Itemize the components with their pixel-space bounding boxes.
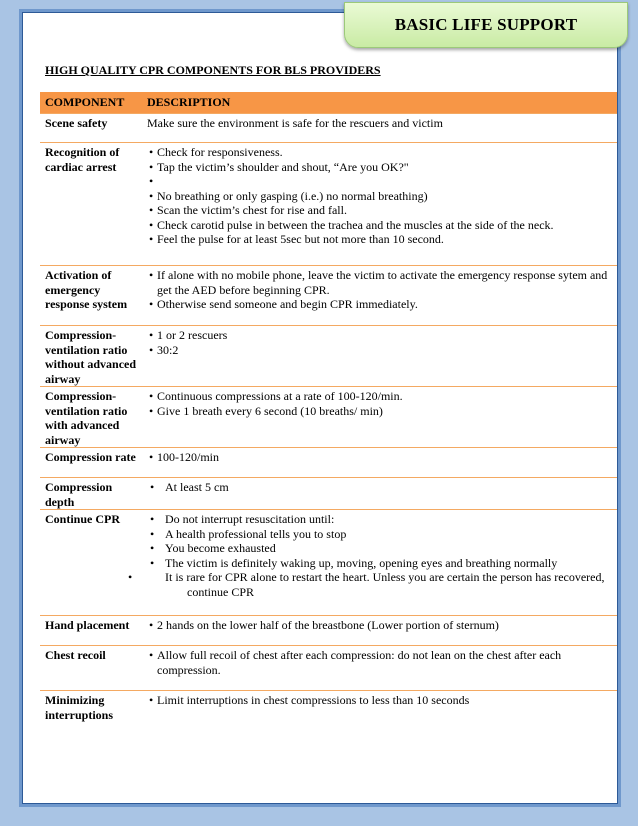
cpr-components-table [40,92,617,728]
component-cell: Scene safety [40,114,143,143]
list-item: • No breathing or only gasping (i.e.) no normal breathing) [147,189,611,204]
table-row [40,143,617,266]
table-row [40,510,617,616]
description-cell [143,646,617,691]
list-item: • Give 1 breath every 6 second (10 breaths/ min) [147,404,611,419]
list-item: • Do not interrupt resuscitation until: [147,512,611,527]
list-item: • Feel the pulse for at least 5sec but not more than 10 second. [147,232,611,247]
list-item: • Limit interruptions in chest compressions to less than 10 seconds [147,693,611,708]
list-item: • Check carotid pulse in between the trachea and the muscles at the side of the neck. [147,218,611,233]
list-item: • If alone with no mobile phone, leave the victim to activate the emergency response sytem and get the AED before beginning CPR. [147,268,611,297]
document-heading: HIGH QUALITY CPR COMPONENTS FOR BLS PROVIDERS [45,63,381,77]
description-cell [143,691,617,729]
table-row [40,616,617,646]
component-cell: Chest recoil [40,646,143,691]
list-item: • You become exhausted [147,541,611,556]
description-cell [143,448,617,478]
table-row [40,266,617,326]
header-description: DESCRIPTION [143,92,617,114]
table-row [40,646,617,691]
table-row [40,691,617,729]
list-item: • Otherwise send someone and begin CPR immediately. [147,297,611,312]
list-item: • Continuous compressions at a rate of 100-120/min. [147,389,611,404]
component-cell: Compression-ventilation ratio without advanced airway [40,326,143,387]
table-row [40,478,617,510]
list-item [147,174,611,189]
description-cell: Make sure the environment is safe for the rescuers and victim [143,114,617,143]
component-cell: Minimizing interruptions [45,693,114,722]
banner-title: BASIC LIFE SUPPORT [344,2,628,48]
table-row [40,326,617,387]
component-cell: Compression rate [40,448,143,478]
description-cell [143,143,617,266]
list-item: • Check for responsiveness. [147,145,611,160]
component-cell: Continue CPR [40,510,143,616]
list-item: • 1 or 2 rescuers [147,328,611,343]
description-cell [143,266,617,326]
list-item: • The victim is definitely waking up, moving, opening eyes and breathing normally [147,556,611,571]
description-cell [143,326,617,387]
table-header-row [40,92,617,114]
list-item: • It is rare for CPR alone to restart the heart. Unless you are certain the person has recovered, continue CPR [147,570,611,599]
list-item: • 2 hands on the lower half of the breastbone (Lower portion of sternum) [147,618,611,633]
description-cell [143,478,617,510]
component-cell: Recognition of cardiac arrest [40,143,143,266]
component-cell: Activation of emergency response system [40,266,143,326]
list-item: • 30:2 [147,343,611,358]
list-item: • 100-120/min [147,450,611,465]
table-row [40,387,617,448]
component-cell: Compression-ventilation ratio with advanced airway [40,387,143,448]
component-cell: Hand placement [40,616,143,646]
description-cell [143,616,617,646]
table-row [40,114,617,143]
list-item: • A health professional tells you to stop [147,527,611,542]
description-cell [143,387,617,448]
list-item: • Tap the victim’s shoulder and shout, “Are you OK?" [147,160,611,175]
list-item: • At least 5 cm [147,480,611,495]
component-cell: Compression depth [40,478,143,510]
header-component: COMPONENT [40,92,143,114]
table-row [40,448,617,478]
description-cell [143,510,617,616]
list-item: • Allow full recoil of chest after each compression: do not lean on the chest after each compression. [147,648,611,677]
list-item: • Scan the victim’s chest for rise and fall. [147,203,611,218]
